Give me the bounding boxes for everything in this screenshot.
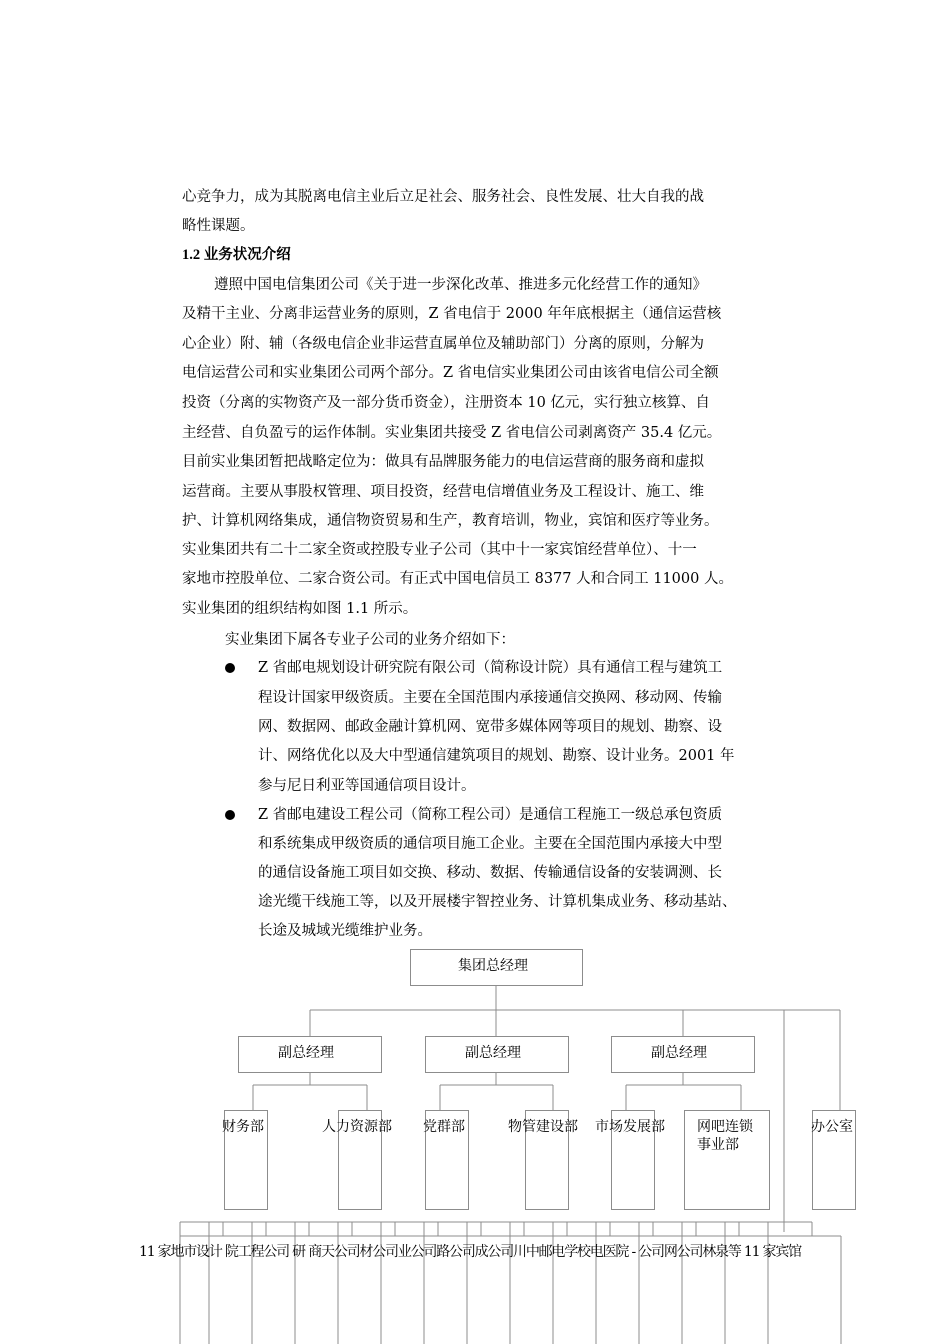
bullet1-line-2: 程设计国家甲级资质。主要在全国范围内承接通信交换网、移动网、传输	[258, 690, 722, 706]
para1-line-11: 家地市控股单位、二家合资公司。有正式中国电信员工 8377 人和合同工 11000 人。	[182, 571, 733, 587]
org-vp-label-2: 副总经理	[465, 1045, 521, 1061]
org-dept-label-hr: 人力资源部	[322, 1119, 392, 1135]
org-dept-label-property: 物管建设部	[508, 1119, 578, 1135]
bullet1-line-5: 参与尼日利亚等国通信项目设计。	[258, 778, 476, 794]
para1-line-10: 实业集团共有二十二家全资或控股专业子公司（其中十一家宾馆经营单位）、十一	[182, 542, 697, 558]
bullet2-line-4: 途光缆干线施工等，以及开展楼宇智控业务、计算机集成业务、移动基站、	[258, 894, 737, 910]
para1-line-6: 主经营、自负盈亏的运作体制。实业集团共接受 Z 省电信公司剥离资产 35.4 亿元。	[182, 425, 722, 441]
section-heading: 1.2 业务状况介绍	[182, 247, 291, 263]
org-vp-label-3: 副总经理	[651, 1045, 707, 1061]
bullet2-line-3: 的通信设备施工项目如交换、移动、数据、传输通信设备的安装调测、长	[258, 865, 722, 881]
para2-intro: 实业集团下属各专业子公司的业务介绍如下：	[225, 632, 515, 648]
bullet2-line-1: Z 省邮电建设工程公司（简称工程公司）是通信工程施工一级总承包资质	[258, 807, 723, 823]
bullet2-line-2: 和系统集成甲级资质的通信项目施工企业。主要在全国范围内承接大中型	[258, 836, 722, 852]
bullet1-line-4: 计、网络优化以及大中型通信建筑项目的规划、勘察、设计业务。2001 年	[258, 748, 735, 764]
org-dept-label-party: 党群部	[423, 1119, 465, 1135]
bullet1-line-3: 网、数据网、邮政金融计算机网、宽带多媒体网等项目的规划、勘察、设	[258, 719, 722, 735]
org-dept-label-finance: 财务部	[222, 1119, 264, 1135]
para1-line-8: 运营商。主要从事股权管理、项目投资，经营电信增值业务及工程设计、施工、维	[182, 484, 704, 500]
org-dept-label-netbar-1: 网吧连锁	[697, 1119, 753, 1135]
para-continuation-line-2: 略性课题。	[182, 218, 255, 234]
para1-line-5: 投资（分离的实物资产及一部分货币资金），注册资本 10 亿元，实行独立核算、自	[182, 395, 710, 411]
para1-line-7: 目前实业集团暂把战略定位为：做具有品牌服务能力的电信运营商的服务商和虚拟	[182, 454, 704, 470]
para-continuation-line-1: 心竞争力，成为其脱离电信主业后立足社会、服务社会、良性发展、壮大自我的战	[182, 189, 704, 205]
para1-line-4: 电信运营公司和实业集团公司两个部分。Z 省电信实业集团公司由该省电信公司全额	[182, 365, 719, 381]
bullet1-line-1: Z 省邮电规划设计研究院有限公司（简称设计院）具有通信工程与建筑工	[258, 660, 723, 676]
org-dept-label-market: 市场发展部	[595, 1119, 665, 1135]
org-vp-label-1: 副总经理	[278, 1045, 334, 1061]
para1-line-12: 实业集团的组织结构如图 1.1 所示。	[182, 601, 418, 617]
org-dept-label-netbar-2: 事业部	[697, 1137, 739, 1153]
org-bottom-row-labels: 11 家地市设计 院工程公司 研 商天公司材公司业公司路公司成公司川中邮电学校电医院 - 公司网公司林泉等 11 家宾馆	[139, 1244, 801, 1260]
para1-line-1: 遵照中国电信集团公司《关于进一步深化改革、推进多元化经营工作的通知》	[214, 277, 707, 293]
org-top-label: 集团总经理	[458, 958, 528, 974]
para1-line-9: 护、计算机网络集成，通信物资贸易和生产，教育培训，物业，宾馆和医疗等业务。	[182, 513, 719, 529]
bullet2-line-5: 长途及城域光缆维护业务。	[258, 923, 432, 939]
org-dept-label-office: 办公室	[811, 1119, 853, 1135]
para1-line-3: 心企业）附、辅（各级电信企业非运营直属单位及辅助部门）分离的原则，分解为	[182, 336, 704, 352]
para1-line-2: 及精干主业、分离非运营业务的原则，Z 省电信于 2000 年年底根据主（通信运营核	[182, 306, 722, 322]
